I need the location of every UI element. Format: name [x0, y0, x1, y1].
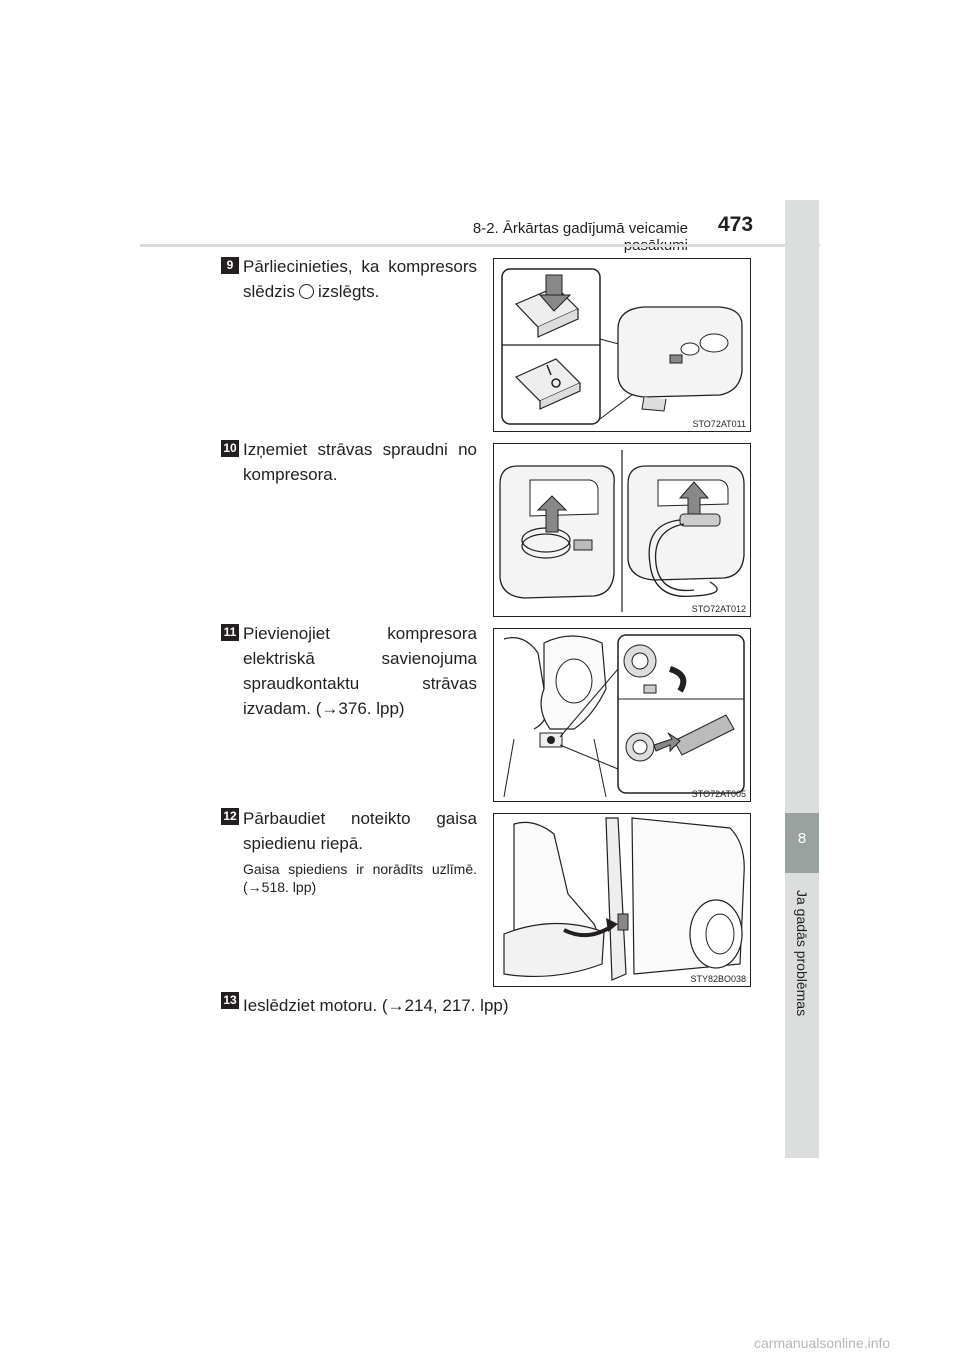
figure-compressor-switch	[493, 258, 751, 432]
step-number: 10	[221, 440, 239, 457]
section-title: 8-2. Ārkārtas gadījumā veicamie	[472, 220, 688, 237]
watermark: carmanualsonline.info	[754, 1335, 891, 1351]
step-text	[243, 254, 477, 304]
figure-code: STO72AT012	[691, 604, 746, 614]
figure-remove-plug	[493, 443, 751, 617]
compressor-switch-illustration	[494, 259, 750, 431]
step-text: Pārbaudiet noteikto gaisa spiedienu riepā.	[243, 809, 477, 853]
figure-tire-pressure-label	[493, 813, 751, 987]
step-number: 9	[221, 257, 239, 274]
chapter-title: Ja gadās problēmas	[794, 890, 810, 1017]
step-number: 13	[221, 992, 239, 1009]
figure-code: STY82BO038	[690, 974, 746, 984]
figure-power-outlet	[493, 628, 751, 802]
step-text: Pievienojiet kompresora elektriskā savienojuma spraudkontaktu strāvas izvadam. (→376. lpp)	[243, 624, 477, 718]
step-text: Izņemiet strāvas spraudni no kompresora.	[243, 440, 477, 484]
tire-pressure-label-illustration	[494, 814, 750, 986]
step-number: 11	[221, 624, 239, 641]
chapter-number: 8	[797, 830, 807, 847]
off-circle-icon	[299, 284, 314, 299]
figure-code: STO72AT011	[692, 419, 746, 429]
power-outlet-illustration	[494, 629, 750, 801]
step-text-part: izslēgts.	[317, 282, 380, 301]
step-number: 12	[221, 808, 239, 825]
step-note: Gaisa spiediens ir norādīts uzlīmē. (→518. lpp)	[243, 861, 477, 895]
remove-plug-illustration	[494, 444, 750, 616]
header-divider	[140, 244, 820, 247]
page-number: 473	[718, 213, 754, 236]
step-text: Ieslēdziet motoru. (→214, 217. lpp)	[243, 996, 509, 1015]
step-text-part: Pārliecinieties, ka kompresors slēdzis	[243, 257, 477, 301]
figure-code: STO72AT005	[691, 789, 746, 799]
